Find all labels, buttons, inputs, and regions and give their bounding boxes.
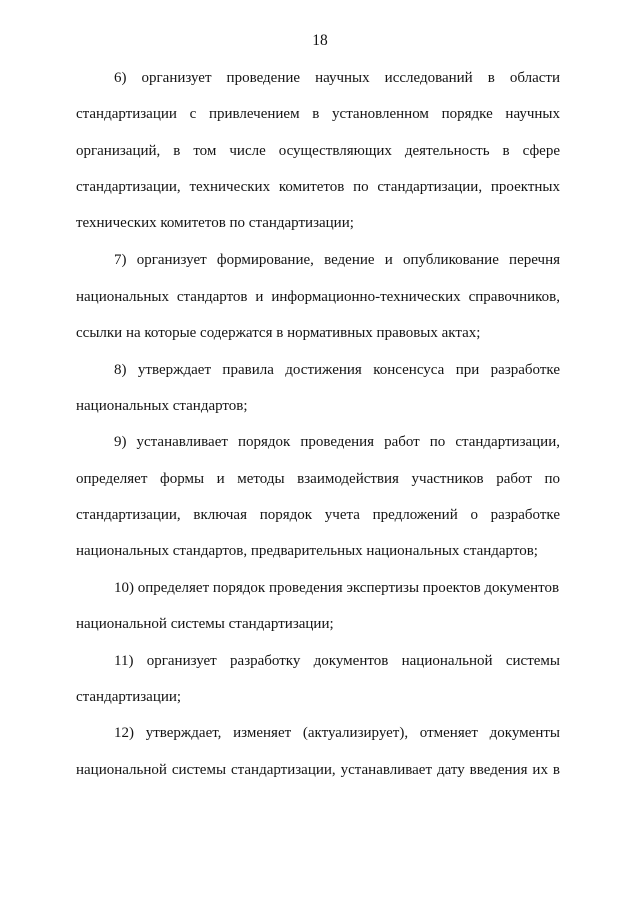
text-line: стандартизации, включая порядок учета предложений о разработке xyxy=(76,507,560,523)
text-line: 9) устанавливает порядок проведения работ по стандартизации, xyxy=(114,434,560,450)
text-line: 7) организует формирование, ведение и опубликование перечня xyxy=(114,252,560,268)
text-line: национальных стандартов, предварительных национальных стандартов; xyxy=(76,543,538,559)
text-line: национальной системы стандартизации, устанавливает дату введения их в xyxy=(76,762,560,778)
text-line: 6) организует проведение научных исследований в области xyxy=(114,70,560,86)
text-line: 12) утверждает, изменяет (актуализирует), отменяет документы xyxy=(114,725,560,741)
text-line: ссылки на которые содержатся в нормативных правовых актах; xyxy=(76,325,481,341)
text-line: национальных стандартов и информационно-технических справочников, xyxy=(76,289,560,305)
text-line: стандартизации; xyxy=(76,689,182,705)
text-line: национальной системы стандартизации; xyxy=(76,616,334,632)
text-line: 11) организует разработку документов национальной системы xyxy=(114,653,560,669)
text-line: стандартизации с привлечением в установленном порядке научных xyxy=(76,106,560,122)
text-line: технических комитетов по стандартизации; xyxy=(76,215,354,231)
text-line: национальных стандартов; xyxy=(76,398,248,414)
text-line: стандартизации, технических комитетов по стандартизации, проектных xyxy=(76,179,560,195)
text-line: 8) утверждает правила достижения консенсуса при разработке xyxy=(114,362,560,378)
text-line: определяет формы и методы взаимодействия участников работ по xyxy=(76,471,560,487)
text-line: 10) определяет порядок проведения экспертизы проектов документов xyxy=(114,580,560,596)
page-number: 18 xyxy=(312,32,328,49)
text-line: организаций, в том числе осуществляющих деятельность в сфере xyxy=(76,143,560,159)
